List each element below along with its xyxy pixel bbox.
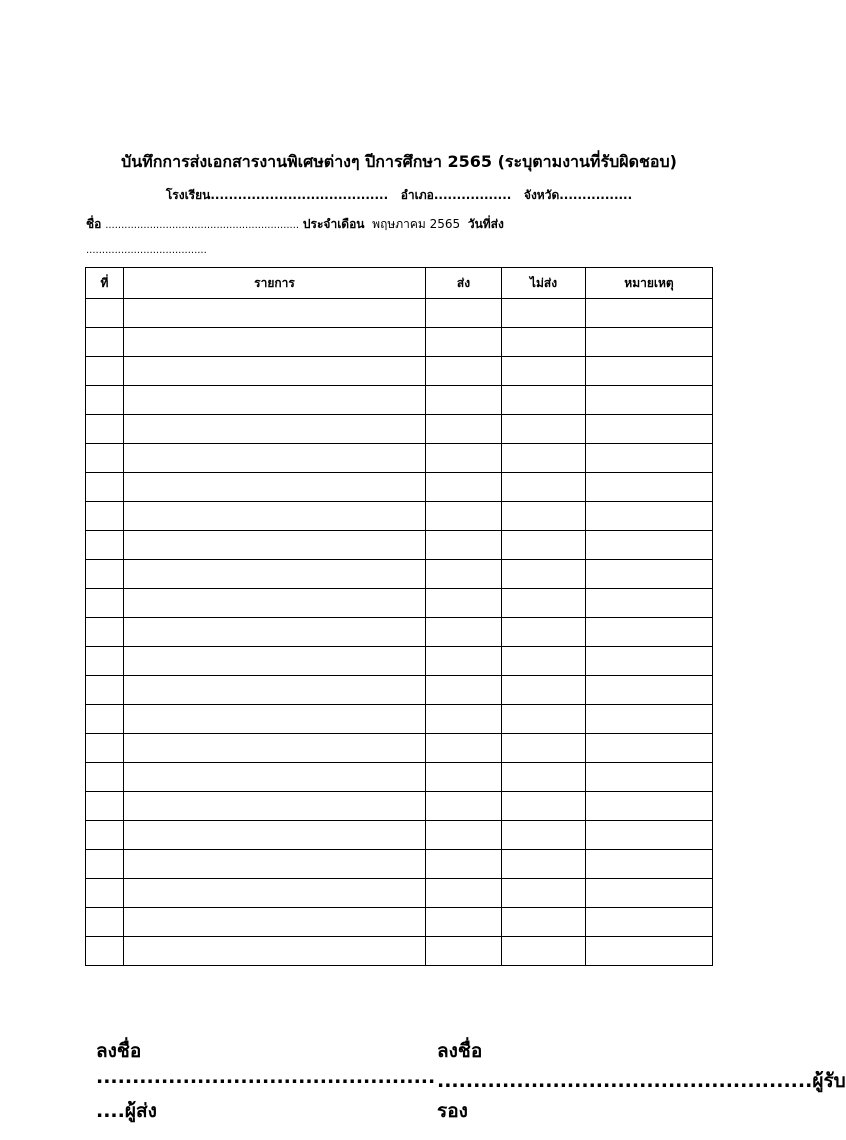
col-header-number: ที่	[86, 268, 124, 299]
cell-remark	[586, 879, 713, 908]
cell-number	[86, 763, 124, 792]
cell-sent	[426, 299, 502, 328]
cell-sent	[426, 618, 502, 647]
table-body	[86, 299, 713, 966]
cell-number	[86, 473, 124, 502]
cell-not-sent	[502, 299, 586, 328]
cell-remark	[586, 328, 713, 357]
cell-not-sent	[502, 763, 586, 792]
table-row	[86, 879, 713, 908]
date-label: วันที่ส่ง	[467, 217, 504, 231]
cell-sent	[426, 879, 502, 908]
cell-item	[124, 705, 426, 734]
month-value: พฤษภาคม 2565	[372, 217, 461, 231]
cell-number	[86, 531, 124, 560]
table-row	[86, 415, 713, 444]
cell-not-sent	[502, 937, 586, 966]
cell-item	[124, 792, 426, 821]
cell-remark	[586, 792, 713, 821]
cell-remark	[586, 676, 713, 705]
table-row	[86, 618, 713, 647]
table-row	[86, 386, 713, 415]
cell-sent	[426, 705, 502, 734]
cell-not-sent	[502, 357, 586, 386]
cell-item	[124, 676, 426, 705]
cell-number	[86, 734, 124, 763]
cell-sent	[426, 328, 502, 357]
cell-sent	[426, 676, 502, 705]
cell-item	[124, 763, 426, 792]
table-row	[86, 444, 713, 473]
district-field: อำเภอ.................	[400, 188, 512, 202]
table-row	[86, 792, 713, 821]
cell-item	[124, 357, 426, 386]
table-row	[86, 850, 713, 879]
cell-sent	[426, 908, 502, 937]
cell-remark	[586, 531, 713, 560]
cell-item	[124, 299, 426, 328]
cell-sent	[426, 792, 502, 821]
cell-remark	[586, 444, 713, 473]
cell-sent	[426, 560, 502, 589]
cell-remark	[586, 763, 713, 792]
receiver-role-tail: ผู้รับ	[812, 1070, 846, 1092]
cell-sent	[426, 937, 502, 966]
table-row	[86, 560, 713, 589]
cell-item	[124, 444, 426, 473]
cell-remark	[586, 502, 713, 531]
table-row	[86, 328, 713, 357]
cell-number	[86, 328, 124, 357]
cell-not-sent	[502, 734, 586, 763]
name-month-line	[86, 215, 504, 234]
cell-item	[124, 879, 426, 908]
cell-not-sent	[502, 850, 586, 879]
cell-not-sent	[502, 415, 586, 444]
cell-number	[86, 705, 124, 734]
cell-remark	[586, 560, 713, 589]
sender-sign-dots: ...............................................	[96, 1066, 436, 1088]
cell-sent	[426, 850, 502, 879]
table-row	[86, 299, 713, 328]
cell-sent	[426, 531, 502, 560]
cell-number	[86, 299, 124, 328]
date-dots: ......................................	[86, 245, 207, 256]
cell-number	[86, 821, 124, 850]
cell-sent	[426, 763, 502, 792]
cell-number	[86, 908, 124, 937]
cell-item	[124, 531, 426, 560]
cell-not-sent	[502, 386, 586, 415]
cell-not-sent	[502, 328, 586, 357]
cell-remark	[586, 589, 713, 618]
cell-number	[86, 792, 124, 821]
school-info-line	[0, 186, 798, 205]
cell-number	[86, 647, 124, 676]
table-row	[86, 763, 713, 792]
cell-number	[86, 589, 124, 618]
submission-table	[85, 267, 713, 966]
table-row	[86, 647, 713, 676]
cell-sent	[426, 502, 502, 531]
table-row	[86, 908, 713, 937]
table-row	[86, 734, 713, 763]
cell-remark	[586, 734, 713, 763]
cell-remark	[586, 618, 713, 647]
cell-item	[124, 473, 426, 502]
cell-remark	[586, 299, 713, 328]
cell-remark	[586, 908, 713, 937]
cell-item	[124, 415, 426, 444]
cell-remark	[586, 357, 713, 386]
cell-number	[86, 502, 124, 531]
cell-remark	[586, 647, 713, 676]
table-row	[86, 589, 713, 618]
cell-number	[86, 560, 124, 589]
cell-not-sent	[502, 908, 586, 937]
cell-remark	[586, 386, 713, 415]
cell-sent	[426, 821, 502, 850]
cell-not-sent	[502, 473, 586, 502]
cell-not-sent	[502, 705, 586, 734]
cell-number	[86, 879, 124, 908]
cell-item	[124, 560, 426, 589]
table-row	[86, 821, 713, 850]
receiver-role: รอง	[437, 1100, 468, 1122]
table-header-row	[86, 268, 713, 299]
cell-not-sent	[502, 792, 586, 821]
receiver-sign-label: ลงชื่อ	[437, 1040, 483, 1062]
cell-remark	[586, 473, 713, 502]
cell-not-sent	[502, 560, 586, 589]
cell-item	[124, 328, 426, 357]
cell-item	[124, 734, 426, 763]
cell-sent	[426, 415, 502, 444]
cell-not-sent	[502, 676, 586, 705]
col-header-item: รายการ	[124, 268, 426, 299]
cell-remark	[586, 821, 713, 850]
col-header-not-sent: ไม่ส่ง	[502, 268, 586, 299]
cell-sent	[426, 734, 502, 763]
table-row	[86, 705, 713, 734]
receiver-sign-line	[437, 1066, 846, 1096]
province-field: จังหวัด................	[523, 188, 633, 202]
cell-sent	[426, 647, 502, 676]
sender-sign-label: ลงชื่อ	[96, 1040, 142, 1062]
sender-role: ....ผู้ส่ง	[96, 1100, 157, 1122]
cell-not-sent	[502, 589, 586, 618]
cell-number	[86, 676, 124, 705]
name-label: ชื่อ	[86, 217, 102, 231]
cell-sent	[426, 357, 502, 386]
cell-not-sent	[502, 618, 586, 647]
col-header-sent: ส่ง	[426, 268, 502, 299]
cell-not-sent	[502, 502, 586, 531]
cell-number	[86, 357, 124, 386]
cell-item	[124, 502, 426, 531]
cell-sent	[426, 589, 502, 618]
document-title: บันทึกการส่งเอกสารงานพิเศษต่างๆ ปีการศึกษา 2565 (ระบุตามงานที่รับผิดชอบ)	[121, 152, 677, 171]
cell-sent	[426, 444, 502, 473]
cell-item	[124, 937, 426, 966]
cell-item	[124, 647, 426, 676]
cell-not-sent	[502, 531, 586, 560]
table-row	[86, 473, 713, 502]
cell-item	[124, 908, 426, 937]
cell-number	[86, 937, 124, 966]
cell-item	[124, 589, 426, 618]
col-header-remark: หมายเหตุ	[586, 268, 713, 299]
cell-number	[86, 618, 124, 647]
cell-sent	[426, 386, 502, 415]
cell-not-sent	[502, 647, 586, 676]
table-row	[86, 531, 713, 560]
name-dots: .............................................................	[105, 220, 300, 231]
table-row	[86, 502, 713, 531]
school-field: โรงเรียน.......................................	[165, 188, 389, 202]
cell-number	[86, 386, 124, 415]
receiver-sign-dots: ....................................................	[437, 1070, 813, 1092]
cell-remark	[586, 937, 713, 966]
table-row	[86, 357, 713, 386]
cell-not-sent	[502, 444, 586, 473]
cell-item	[124, 386, 426, 415]
cell-remark	[586, 415, 713, 444]
cell-remark	[586, 850, 713, 879]
cell-sent	[426, 473, 502, 502]
table-row	[86, 937, 713, 966]
cell-item	[124, 821, 426, 850]
cell-item	[124, 618, 426, 647]
cell-item	[124, 850, 426, 879]
cell-not-sent	[502, 879, 586, 908]
cell-number	[86, 415, 124, 444]
cell-number	[86, 850, 124, 879]
cell-number	[86, 444, 124, 473]
table-row	[86, 676, 713, 705]
cell-remark	[586, 705, 713, 734]
month-label: ประจำเดือน	[302, 217, 365, 231]
cell-not-sent	[502, 821, 586, 850]
